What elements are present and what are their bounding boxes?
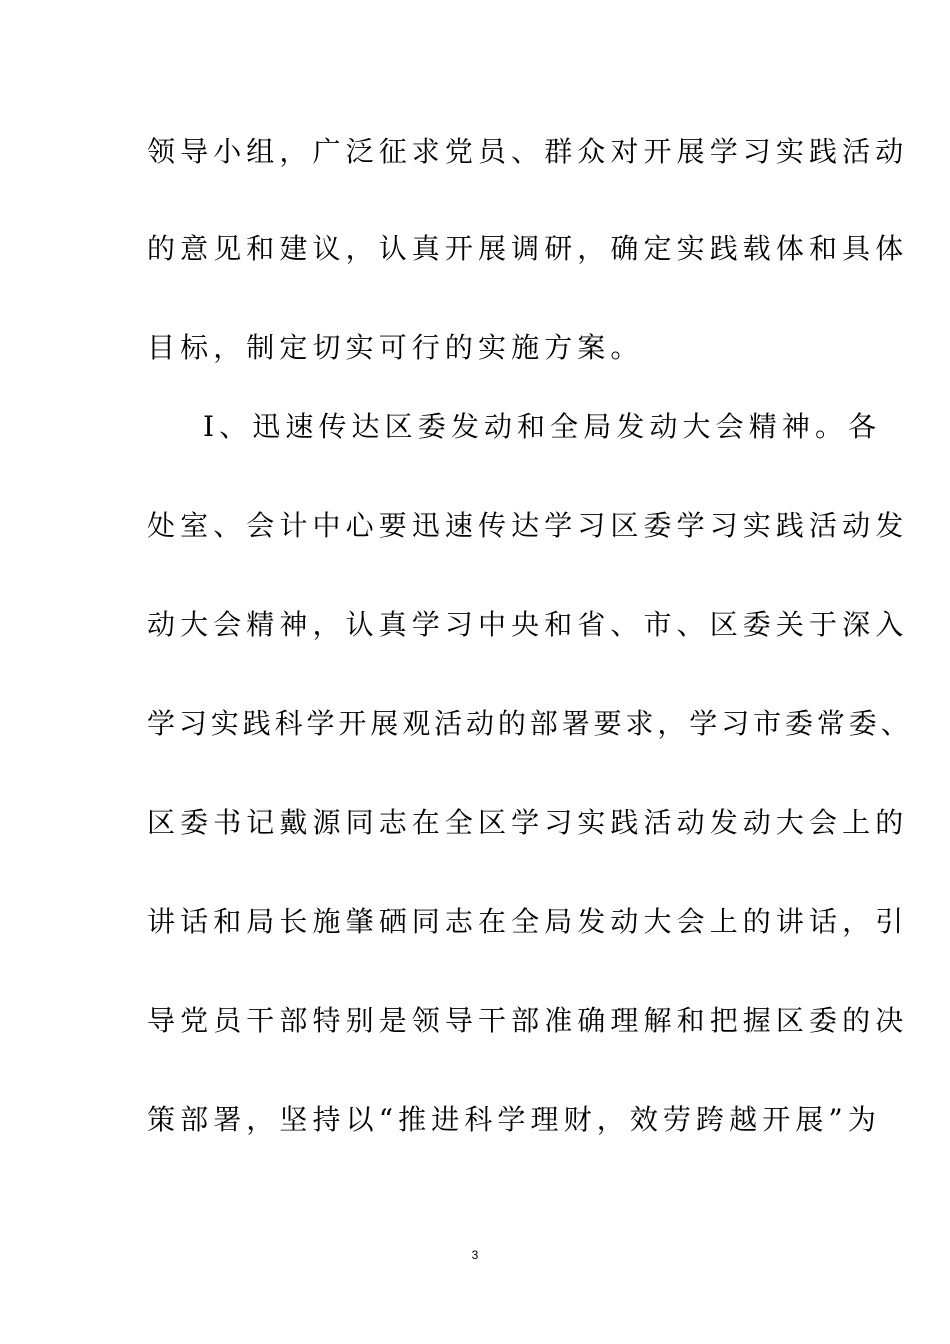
body-text-line-7: 学习实践科学开展观活动的部署要求，学习市委常委、 (147, 707, 913, 740)
body-text-line-9: 讲话和局长施肇硒同志在全局发动大会上的讲话，引 (147, 905, 909, 938)
page-number: 3 (471, 1248, 479, 1262)
body-text-line-3: 目标，制定切实可行的实施方案。 (147, 331, 644, 364)
body-text-line-4: Ⅰ、迅速传达区委发动和全局发动大会精神。各 (203, 410, 882, 443)
body-text-line-8: 区委书记戴源同志在全区学习实践活动发动大会上的 (147, 806, 909, 839)
body-text-line-6: 动大会精神，认真学习中央和省、市、区委关于深入 (147, 608, 909, 641)
body-text-line-10: 导党员干部特别是领导干部准确理解和把握区委的决 (147, 1004, 909, 1037)
body-text-line-2: 的意见和建议，认真开展调研，确定实践载体和具体 (147, 232, 909, 265)
body-text-line-1: 领导小组，广泛征求党员、群众对开展学习实践活动 (147, 135, 909, 168)
body-text-line-5: 处室、会计中心要迅速传达学习区委学习实践活动发 (147, 509, 909, 542)
body-text-line-11: 策部署，坚持以“推进科学理财，效劳跨越开展”为 (147, 1103, 881, 1136)
